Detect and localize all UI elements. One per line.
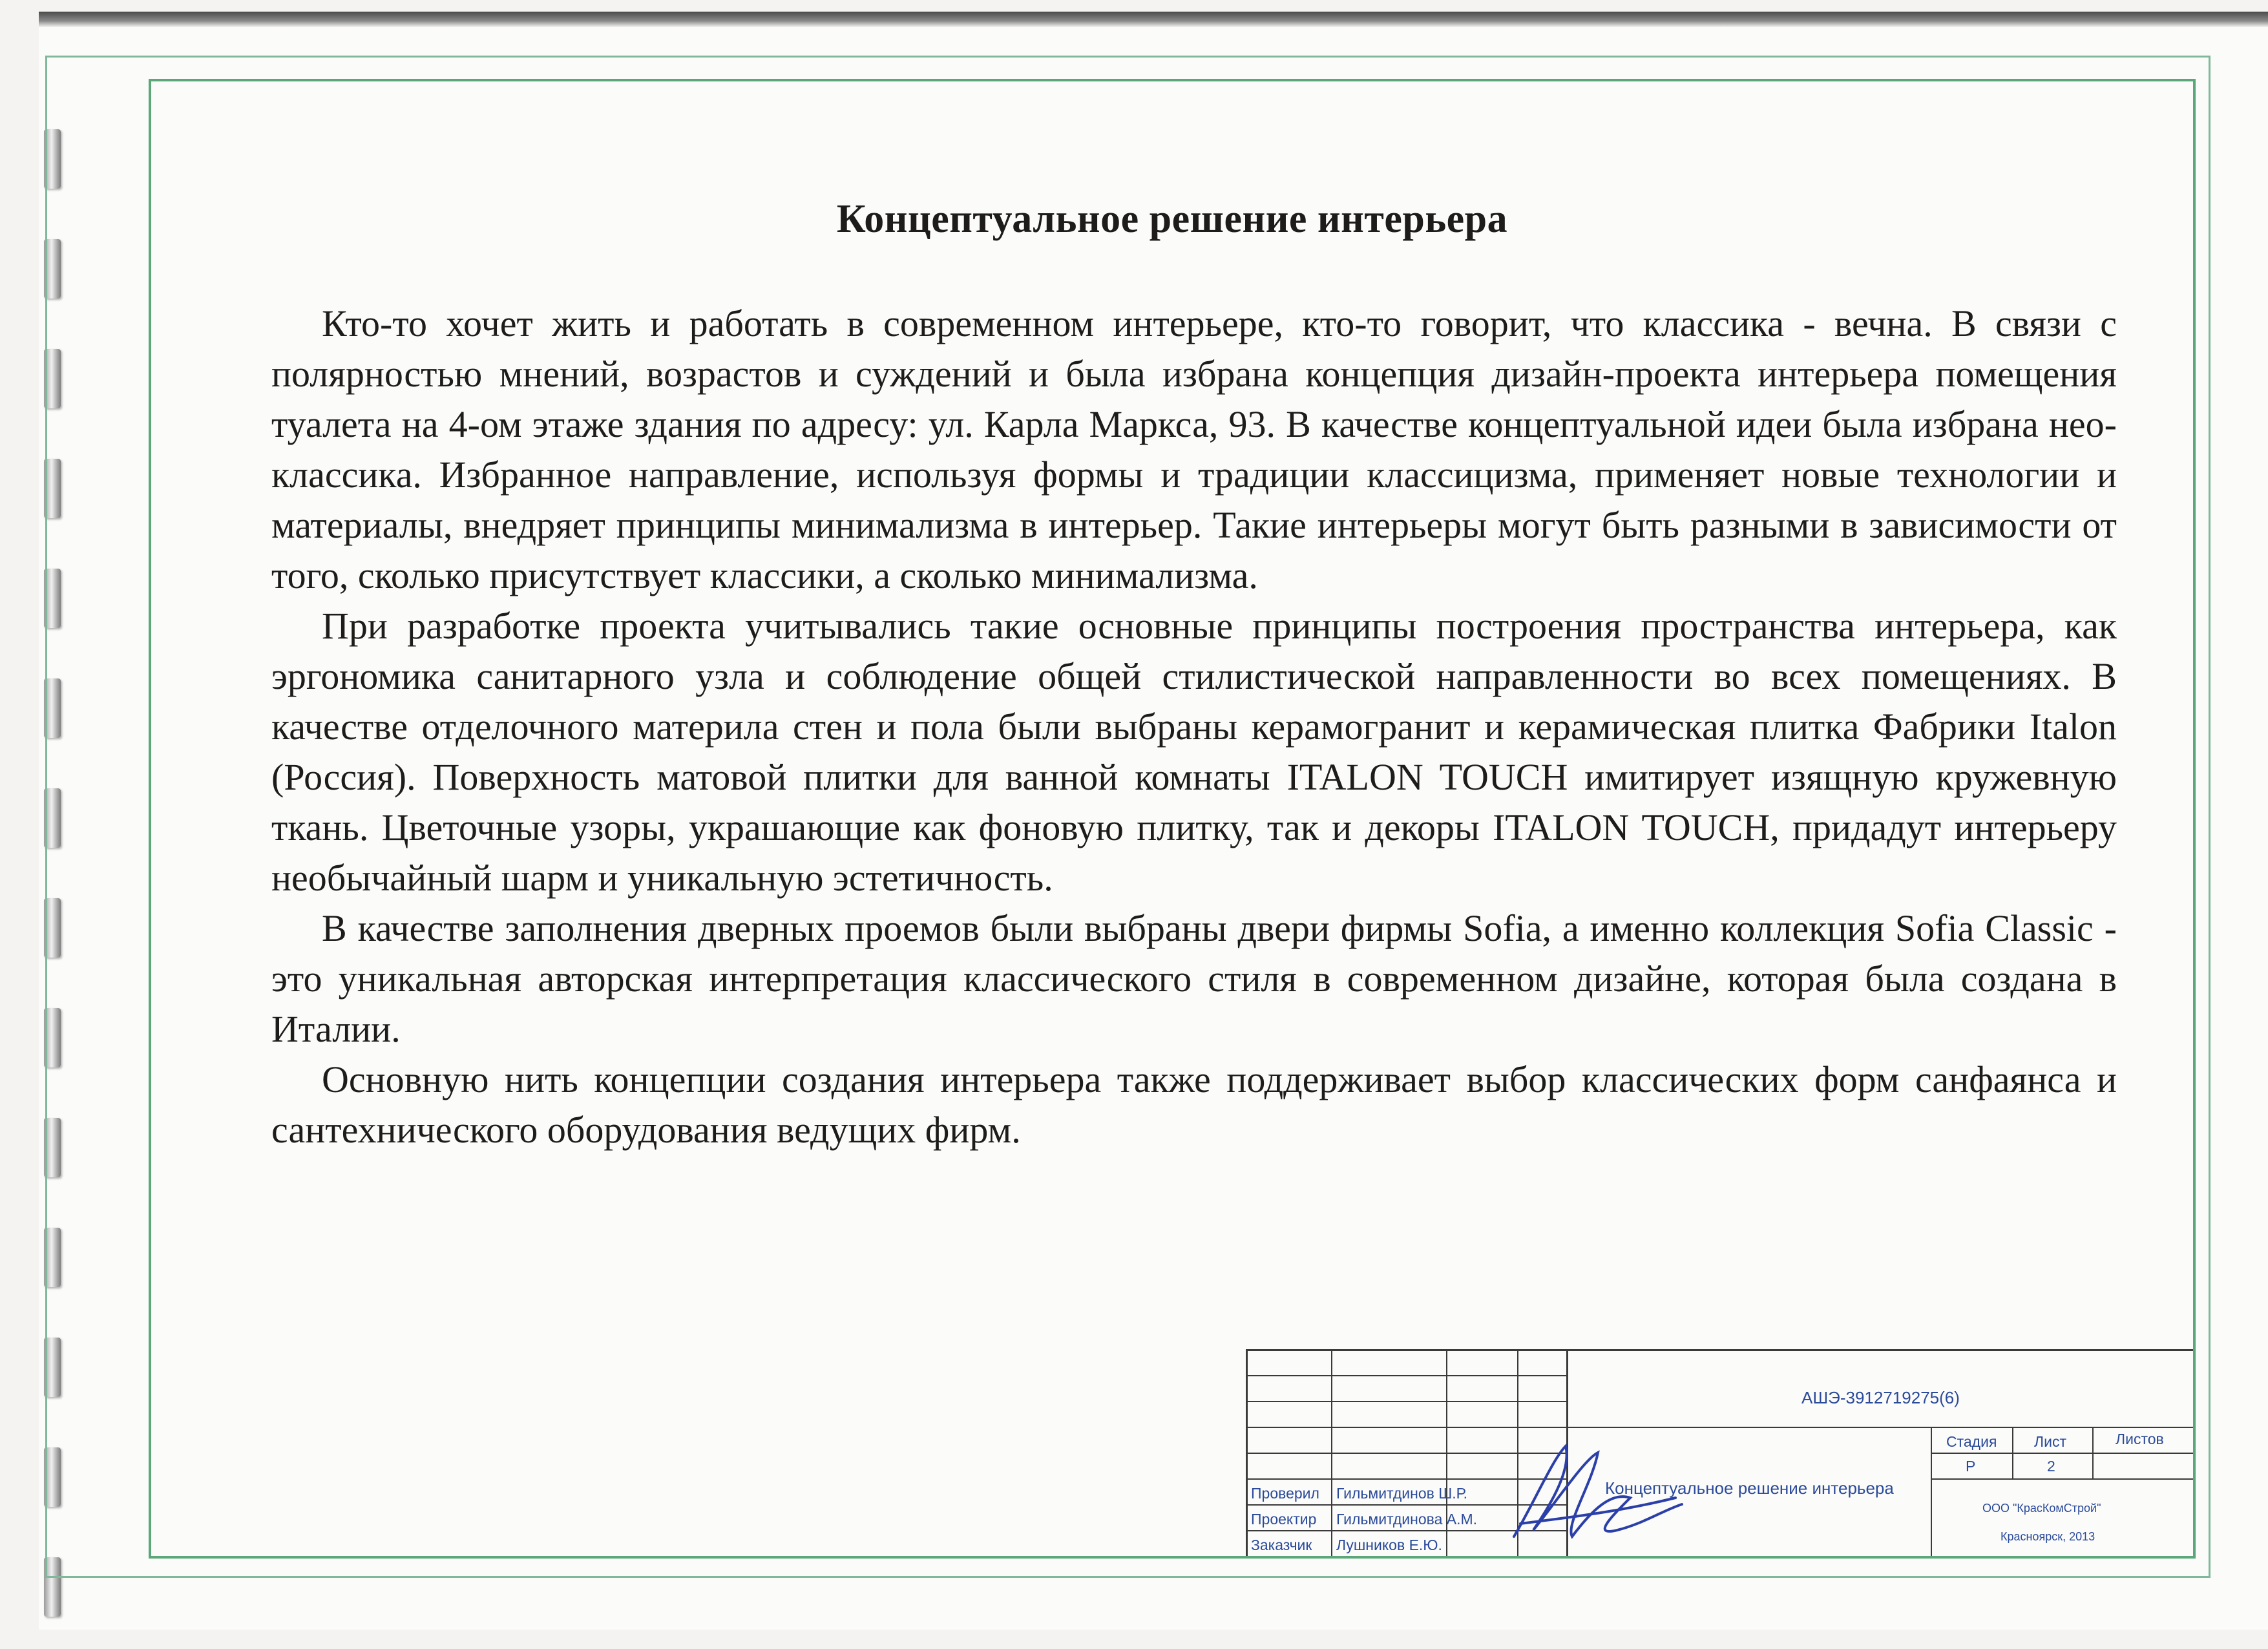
scan-edge (39, 12, 2268, 27)
page-title: Концептуальное решение интерьера (836, 197, 1508, 241)
sheet-value: 2 (2047, 1458, 2055, 1475)
company-name: ООО "КрасКомСтрой" (1982, 1502, 2101, 1515)
role-checked: Проверил (1251, 1485, 1319, 1502)
body-text (271, 299, 2117, 1155)
sheet-title: Концептуальное решение интерьера (1605, 1478, 1894, 1498)
name-checked: Гильмитдинов Ш.Р. (1336, 1485, 1468, 1502)
signature (1495, 1433, 1688, 1549)
stage-header: Стадия (1946, 1433, 1997, 1450)
name-customer: Лушников Е.Ю. (1336, 1537, 1442, 1553)
paragraph: Кто-то хочет жить и работать в современном интерьере, кто-то говорит, что классика - вечна. В связи с полярностью мнений, возрастов и суждений и была избрана концепция дизайн-проекта интерьера помещения туалета на 4-ом этаже здания по адресу: ул. Карла Маркса, 93. В качестве концептуальной идеи была избрана нео-классика. Избранное направление, используя формы и традиции классицизма, применяет новые технологии и материалы, внедряет принципы минимализма в интерьер. Такие интерьеры могут быть разными в зависимости от того, сколько присутствует классики, а сколько минимализма. (271, 302, 2117, 596)
name-designer: Гильмитдинова А.М. (1336, 1511, 1478, 1528)
title-block (1246, 1349, 2193, 1556)
paragraph: При разработке проекта учитывались такие основные принципы построения пространства интерьера, как эргономика санитарного узла и соблюдение общей стилистической направленности во всех помещениях. В качестве отделочного материла стен и пола были выбраны керамогранит и керамическая плитка Фабрики Italon (Россия). Поверхность матовой плитки для ванной комнаты ITALON TOUCH имитирует изящную кружевную ткань. Цветочные узоры, украшающие как фоновую плитку, так и декоры ITALON TOUCH, придадут интерьеру необычайный шарм и уникальную эстетичность. (271, 605, 2117, 899)
sheet-header: Лист (2034, 1433, 2066, 1450)
stage-value: Р (1966, 1458, 1976, 1475)
drawing-frame (149, 79, 2196, 1559)
sheets-header: Листов (2116, 1431, 2164, 1447)
city-year: Красноярск, 2013 (2000, 1530, 2095, 1543)
role-customer: Заказчик (1251, 1537, 1312, 1553)
paragraph: Основную нить концепции создания интерьера также поддерживает выбор классических форм санфаянса и сантехнического оборудования ведущих фирм. (271, 1058, 2117, 1151)
paragraph: В качестве заполнения дверных проемов были выбраны двери фирмы Sofia, а именно коллекция Sofia Classic - это уникальная авторская интерпретация классического стиля в современном дизайне, которая была создана в Италии. (271, 907, 2117, 1050)
role-designer: Проектир (1251, 1511, 1317, 1528)
document-code: АШЭ-3912719275(6) (1801, 1388, 1960, 1407)
